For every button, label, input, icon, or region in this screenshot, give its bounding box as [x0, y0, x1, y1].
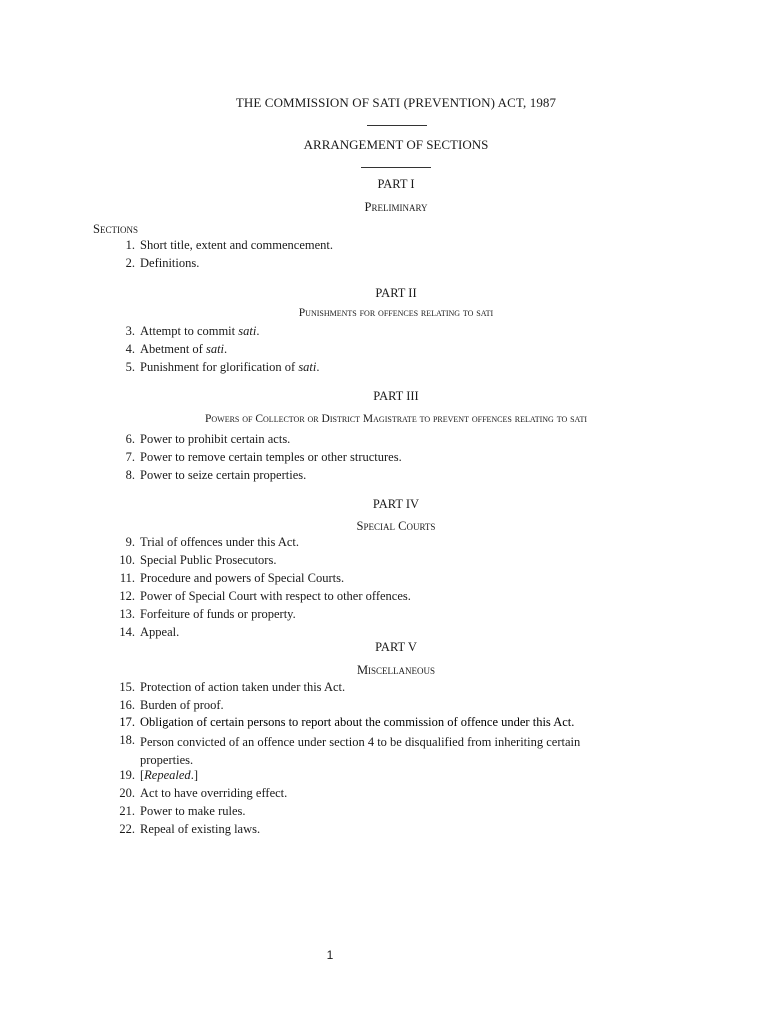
part-2-label: PART II	[375, 286, 417, 300]
section-title: Repeal of existing laws.	[140, 822, 261, 836]
section-number: 21.	[119, 804, 135, 818]
title-divider	[367, 125, 427, 126]
section-number: 3.	[125, 324, 135, 338]
heading-divider	[361, 167, 431, 168]
part-4-title: Special Courts	[356, 519, 436, 533]
section-title: Short title, extent and commencement.	[140, 238, 333, 252]
section-title: [Repealed.]	[140, 768, 198, 782]
part-5-label: PART V	[375, 640, 417, 654]
section-number: 14.	[119, 625, 135, 639]
sections-label: Sections	[93, 222, 138, 236]
section-number: 13.	[119, 607, 135, 621]
part-2-title: Punishments for offences relating to sati	[298, 307, 494, 319]
section-title: Burden of proof.	[140, 698, 224, 712]
section-title: Obligation of certain persons to report about the commission of offence under this Act.	[140, 715, 575, 729]
section-number: 17.	[119, 715, 135, 729]
section-title: Power of Special Court with respect to other offences.	[140, 589, 411, 603]
section-number: 2.	[125, 256, 135, 270]
section-number: 5.	[125, 360, 135, 374]
section-italic-term: sati	[238, 324, 257, 338]
section-number: 1.	[125, 238, 135, 252]
section-number: 22.	[119, 822, 135, 836]
section-italic-term: sati	[205, 342, 225, 356]
section-title: Act to have overriding effect.	[140, 786, 288, 800]
section-title: Power to make rules.	[140, 804, 246, 818]
section-title: Attempt to commit sati.	[140, 324, 260, 338]
section-number: 8.	[125, 468, 135, 482]
section-number: 9.	[125, 535, 135, 549]
section-italic-term: Repealed	[144, 768, 191, 782]
part-3-label: PART III	[373, 389, 419, 403]
section-number: 6.	[125, 432, 135, 446]
section-number: 10.	[119, 553, 135, 567]
section-number: 4.	[125, 342, 135, 356]
section-title: Definitions.	[140, 256, 200, 270]
section-title: Protection of action taken under this Act.	[140, 680, 346, 694]
section-title: Appeal.	[140, 625, 180, 639]
part-5-title: Miscellaneous	[356, 663, 436, 677]
section-title: Trial of offences under this Act.	[140, 535, 300, 549]
section-number: 16.	[119, 698, 135, 712]
section-number: 11.	[119, 571, 135, 585]
section-number: 12.	[119, 589, 135, 603]
section-title: Punishment for glorification of sati.	[140, 360, 320, 374]
page-number: 1	[326, 948, 334, 962]
part-4-label: PART IV	[372, 497, 420, 511]
section-title: Power to prohibit certain acts.	[140, 432, 291, 446]
section-title: Procedure and powers of Special Courts.	[140, 571, 345, 585]
section-number: 20.	[119, 786, 135, 800]
section-title: Person convicted of an offence under section 4 to be disqualified from inheriting certain properties.	[140, 735, 581, 767]
document-title: THE COMMISSION OF SATI (PREVENTION) ACT, 1987	[235, 95, 557, 110]
part-3-title: Powers of Collector or District Magistrate to prevent offences relating to sati	[204, 413, 587, 425]
section-title: Special Public Prosecutors.	[140, 553, 277, 567]
arrangement-heading: ARRANGEMENT OF SECTIONS	[303, 137, 489, 152]
section-number: 18.	[119, 733, 135, 747]
section-title: Forfeiture of funds or property.	[140, 607, 296, 621]
section-number: 15.	[119, 680, 135, 694]
section-italic-term: sati	[298, 360, 317, 374]
section-number: 7.	[125, 450, 135, 464]
section-title: Power to remove certain temples or other structures.	[140, 450, 402, 464]
section-number: 19.	[119, 768, 135, 782]
section-title: Power to seize certain properties.	[140, 468, 307, 482]
part-1-title: Preliminary	[364, 200, 428, 214]
section-title: Abetment of sati.	[140, 342, 228, 356]
part-1-label: PART I	[377, 177, 415, 191]
